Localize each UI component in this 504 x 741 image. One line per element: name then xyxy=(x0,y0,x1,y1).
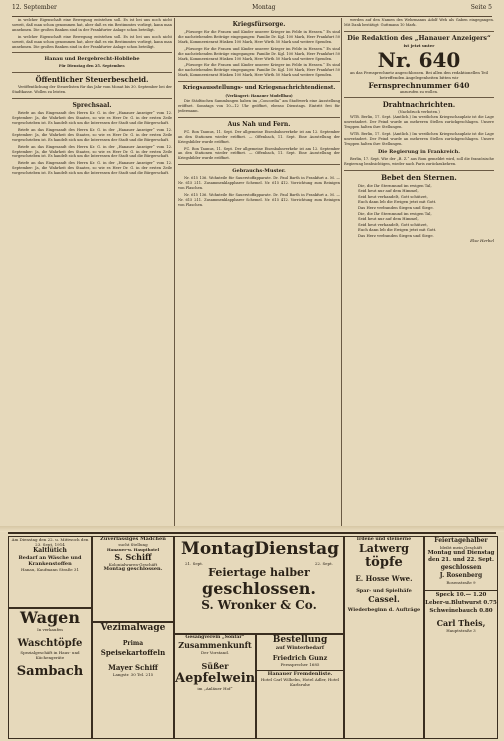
drahtnachrichten-text-cont: WTB. Berlin, 17. Sept. (Amtlich.) Im westlichen Kriegsschauplatz ist die Lage unverändert. Der Feind wurde an mehreren Stellen zurückgeschlagen. Unsere Truppen halten ihre Stellungen. xyxy=(344,132,494,146)
ad-hosse-auftraege: Wiederbeginn d. Aufträge xyxy=(347,607,421,613)
kriegsausstellung-heading: Kriegsausstellungs- und Kriegsnachrichtendienst. xyxy=(182,85,336,92)
ad-sambach-waschtoepfe: Waschtöpfe xyxy=(17,638,83,649)
redaktion-text: an das Fernsprechnetz angeschlossen. Bei allen den redaktionellen Teil betreffenden Angelegenheiten bitten wir xyxy=(350,69,488,80)
ad-schiff-hotel: Hanauer-u. Haupthotel xyxy=(106,547,160,552)
ad-wronker xyxy=(174,536,344,634)
ad-schiff xyxy=(92,536,174,622)
divider xyxy=(344,31,494,32)
advertisement-section xyxy=(8,532,496,739)
sprechsaal-text: Briefe an das Eingesandt des Herrn Kr. G. in der „Hanauer Anzeiger“ vom 12. September: Ja, die Wahrheit des Staates, so wie es Herr Dr. G. in der ersten Zeile vorgeschrieben ist. Es handelt sich um die Interessen der Stadt und die Bürgerschaft. xyxy=(12,111,172,125)
ad-aepfelwein-place: im „Anläuer Hof“ xyxy=(197,686,233,691)
divider xyxy=(12,72,172,73)
ad-hosse-cassel: Cassel. xyxy=(368,594,400,604)
ad-wronker-dienstag: Dienstag xyxy=(254,539,339,559)
ad-hosse-name: E. Hosse Wwe. xyxy=(355,574,413,583)
ad-dezimalwage: Vezimalwage xyxy=(100,623,166,633)
ad-theis-price3: Schweinebauch 0.80 xyxy=(429,608,493,614)
aus-nah-fern-heading: Aus Nah und Fern. xyxy=(227,120,291,128)
kriegsausstellung-sub: (Verlängert: Hanauer Modellbau) xyxy=(225,94,293,99)
ad-mayer-schiff xyxy=(92,622,174,739)
ad-waesche-title: Kaltlütich xyxy=(33,547,67,554)
ad-prima: Prima xyxy=(122,640,144,647)
ad-rosenberg-name: J. Rosenberg xyxy=(439,572,483,579)
ad-gesangverein-title: Gesangverein „Sonfar“ xyxy=(185,635,245,640)
section-subheading-date: Für Dienstag den 25. September. xyxy=(58,64,126,69)
ad-gunz xyxy=(256,634,344,739)
ad-gunz-sub: auf Winterbedarf xyxy=(275,645,325,651)
ad-rosenberg-address: Rosenstraße 9 xyxy=(446,580,476,585)
ad-schiff-title: Zuverlässiges Mädchen xyxy=(100,536,166,542)
ad-schiff-name: S. Schiff xyxy=(114,552,152,562)
ad-gunz-title: Bestellung xyxy=(272,635,328,645)
column-middle xyxy=(178,18,340,531)
ad-schiff-shop: Kolonialwaren-Geschäft xyxy=(108,562,158,567)
ad-theis-price1: Speck 10.— 1.20 xyxy=(425,590,497,599)
page-header xyxy=(12,4,492,17)
gebrauchsmuster-heading: Gebrauchs-Muster. xyxy=(232,168,286,175)
ad-sambach-name: Sambach xyxy=(16,664,84,679)
ad-suesser: Süßer xyxy=(201,661,229,671)
poem-title: Bebet den Sternen. xyxy=(381,172,457,182)
column-divider xyxy=(341,18,342,531)
column-divider xyxy=(174,18,175,531)
divider xyxy=(344,170,494,171)
aus-nah-fern-text-cont: FC. Bon Taunus, 11. Sept. Der allgemeine Eisenbahnverkehr ist am 12. September an den Stationen wieder eröffnet. — Offenbach, 11. Sept. Eine Ausstellung der Kriegsbilder wurde eröffnet. xyxy=(178,146,340,161)
drahtnachrichten-heading: Drahtnachrichten. xyxy=(382,100,456,110)
ad-gunz-name: Friedrich Gunz xyxy=(272,654,328,662)
steuer-text: Veröffentlichung der Steuerlisten für das Jahr vom Monat bis 30. September bei der Stadtkasse. Wollen zu leisten. xyxy=(12,85,172,95)
ad-wronker-days xyxy=(175,537,343,561)
ad-wronker-line1: Feiertage halber xyxy=(208,566,310,579)
kriegsfuersorge-heading: Kriegsfürsorge. xyxy=(232,21,286,28)
poem-text-cont: Die, die Ihr Sternmund im ewigen Tal, Seid heut nur auf dem Himmel, Seid heut verhandelt, Gott schützet, Euch dann leb die Ewigen jetzt mit Gott. Das Herz verbunden Siegen und Siege. xyxy=(358,210,437,238)
ad-theis-price2: Leber-u.Blutwurst 0.75 xyxy=(425,600,497,606)
ad-wronker-montag: Montag xyxy=(181,539,255,559)
header-date: 12. September xyxy=(12,4,57,11)
ad-mayer-name: Mayer Schiff xyxy=(108,663,158,672)
ad-theis-address: Hauptstraße 3 xyxy=(446,628,476,633)
kriegsausstellung-text: Die Städtischen Sammlungen haben im „Concordia“ am Stadtwerk eine Ausstellung eröffnet. Sonntags von 10—12 Uhr geöffnet, ebenso Dienstags. Eintritt frei für jedermann. xyxy=(178,99,340,113)
fernsprech-sub: anzurufen zu wollen. xyxy=(399,89,439,94)
ad-wronker-line2: geschlossen. xyxy=(202,579,316,598)
ad-mayer-address: Langstr. 30 Tel. 215 xyxy=(112,672,154,677)
poem-signature: Else Herbel xyxy=(470,237,494,243)
intro-article-cont: in welcher Eigenschaft eine Bewegung entstehen soll. Es ist bei uns noch nicht soweit, daß man schon genommen hat, aber daß es ein Bestimmtes vorliegt, kann man annehmen. Die großen Banken sind in der Frankfurter Anlage schon beteiligt. xyxy=(12,34,172,49)
kriegsfuersorge-text-cont: „Fürsorge für die Frauen und Kinder unserer Krieger im Felde in Hessen.“ Es sind die nachstehenden Beiträge eingegangen: Familie Dr. Kgl. 100 Mark, Herr Frankfurt 50 Mark, Kommerzienrat Hüsken 100 Mark, Herr Wirth 50 Mark und weitere Spenden. xyxy=(178,63,340,78)
steuer-heading: Öffentlicher Steuerbescheid. xyxy=(35,75,149,85)
header-day: Montag xyxy=(252,4,276,11)
poem-text: Die, die Ihr Sternmund im ewigen Tal, Seid heut nur auf dem Himmel, Seid heut verhandelt, Gott schützet, Euch dann leb die Ewigen jetzt mit Gott. Das Herz verbunden Siegen und Siege. xyxy=(358,182,437,210)
ad-theis-name: Carl Theis, xyxy=(436,618,486,628)
sprechsaal-text-cont: Briefe an das Eingesandt des Herrn Kr. G. in der „Hanauer Anzeiger“ vom 12. September: Ja, die Wahrheit des Staates, so wie es Herr Dr. G. in der ersten Zeile vorgeschrieben ist. Es handelt sich um die Interessen der Stadt und die Bürgerschaft. xyxy=(12,144,172,159)
ad-waesche xyxy=(8,536,92,608)
phone-number-large: Nr. 640 xyxy=(377,47,461,72)
ad-rosenberg-dates: den 21. und 22. Sept. xyxy=(428,557,494,563)
ad-hosse-pre: Irdene und steinerne xyxy=(356,537,412,542)
divider xyxy=(12,52,172,53)
ad-gesangverein-vorstand: Der Vorstand. xyxy=(200,650,230,655)
divider xyxy=(178,81,340,82)
ad-rosenberg-days: Montag und Dienstag xyxy=(427,550,495,556)
divider xyxy=(12,98,172,99)
ad-hosse-latwerg: Latwerg xyxy=(359,542,409,555)
drahtnachrichten-text: WTB. Berlin, 17. Sept. (Amtlich.) Im westlichen Kriegsschauplatz ist die Lage unverändert. Der Feind wurde an mehreren Stellen zurückgeschlagen. Unsere Truppen halten ihre Stellungen. xyxy=(344,115,494,130)
ad-rosenberg-line: bleibt mein Geschäft xyxy=(439,545,483,550)
ad-wronker-date1: 21. Sept. xyxy=(185,561,204,566)
ad-hosse-spar: Spar- und Spielhäfe xyxy=(356,588,412,594)
ad-hosse-toepfe: töpfe xyxy=(365,555,403,570)
ad-gunz-phone: Fernsprecher 1685 xyxy=(280,662,320,667)
sprechsaal-heading: Sprechsaal. xyxy=(72,102,112,110)
ad-sambach-line: In verkaufen xyxy=(37,627,63,632)
ad-speisekartoffeln: Speisekartoffeln xyxy=(100,648,166,657)
ad-aepfelwein: Aepfelwein xyxy=(175,671,256,686)
kriegsfuersorge-text: „Fürsorge für die Frauen und Kinder unserer Krieger im Felde in Hessen.“ Es sind die nachstehenden Beiträge eingegangen: Familie Dr. Kgl. 100 Mark, Herr Frankfurt 50 Mark, Kommerzienrat Hüsken 100 Mark, Herr Wirth 50 Mark und weitere Spenden. xyxy=(178,30,340,44)
ad-gesangverein xyxy=(174,634,256,739)
sprechsaal-text-cont: Briefe an das Eingesandt des Herrn Kr. G. in der „Hanauer Anzeiger“ vom 12. September: Ja, die Wahrheit des Staates, so wie es Herr Dr. G. in der ersten Zeile vorgeschrieben ist. Es handelt sich um die Interessen der Stadt und die Bürgerschaft. xyxy=(12,127,172,142)
regierung-heading: Die Regierung in Frankreich. xyxy=(377,148,461,155)
ad-waesche-address: Hanau, Kaufmann Straße 31 xyxy=(20,567,80,572)
kriegsfuersorge-text-cont: „Fürsorge für die Frauen und Kinder unserer Krieger im Felde in Hessen.“ Es sind die nachstehenden Beiträge eingegangen: Familie Dr. Kgl. 100 Mark, Herr Frankfurt 50 Mark, Kommerzienrat Hüsken 100 Mark, Herr Wirth 50 Mark und weitere Spenden. xyxy=(178,46,340,61)
divider xyxy=(178,117,340,118)
ad-wronker-company: S. Wronker & Co. xyxy=(201,598,317,612)
column-right xyxy=(344,18,494,531)
sprechsaal-text-cont: Briefe an das Eingesandt des Herrn Kr. G. in der „Hanauer Anzeiger“ vom 12. September: Ja, die Wahrheit des Staates, so wie es Herr Dr. G. in der ersten Zeile vorgeschrieben ist. Es handelt sich um die Interessen der Stadt und die Bürgerschaft. xyxy=(12,161,172,176)
ad-rosenberg-closed: geschlossen xyxy=(440,564,482,571)
ad-rosenberg xyxy=(424,536,498,739)
ad-waesche-line: Bedarf an Wäsche und Krankenstoffen xyxy=(18,555,82,567)
ad-schiff-line: sucht Stellung xyxy=(118,542,148,547)
ad-gesangverein-zusammenkunft: Zusammenkunft xyxy=(178,640,252,650)
regierung-text: Berlin, 17. Sept. Wie der „B. Z.“ aus Rom gemeldet wird, soll die französische Regierung beabsichtigen, wieder nach Paris zurückzukehren. xyxy=(344,156,494,166)
divider xyxy=(178,164,340,165)
section-subheading: Hanau und Bergebrecht-Hobliebe xyxy=(44,56,140,63)
ad-schiff-closed: Montag geschlossen. xyxy=(103,566,163,572)
ad-sambach-line2: Spezialgeschäft in Haus- und Küchengeräte xyxy=(20,650,80,660)
top-note: werden auf den Namen des Wehrmanns Adolf Weh als Gaben eingegangen. Mit Dank bestätigt: Guttmann 10 Mark. xyxy=(344,18,494,27)
intro-article: in welcher Eigenschaft eine Bewegung entstehen soll. Es ist bei uns noch nicht soweit, daß man schon genommen hat, aber daß es ein Bestimmtes vorliegt, kann man annehmen. Die großen Banken sind in der Frankfurter Anlage schon beteiligt. xyxy=(12,18,172,32)
divider xyxy=(344,97,494,98)
ad-fremdenliste-text: Hotel Carl Wilhelm, Hotel Adler, Hotel Karlsruhe xyxy=(260,677,340,687)
column-left xyxy=(12,18,172,531)
fernsprech-label: Fernsprechnummer 640 xyxy=(368,80,470,90)
ad-fremdenliste-title: Hanauer Fremdenliste. xyxy=(257,670,343,677)
ad-rosenberg-title: Feiertagehalber xyxy=(434,537,488,544)
ad-sambach xyxy=(8,608,92,739)
drahtnachrichten-sub: (Nachdruck verboten.) xyxy=(398,110,440,115)
aus-nah-fern-text: FC. Bon Taunus, 11. Sept. Der allgemeine Eisenbahnverkehr ist am 12. September an den Stationen wieder eröffnet. — Offenbach, 11. Sept. Eine Ausstellung der Kriegsbilder wurde eröffnet. xyxy=(178,129,340,144)
ad-hosse xyxy=(344,536,424,739)
ad-sambach-wagen: Wagen xyxy=(20,608,80,627)
ad-waesche-date: Am Dienstag den 22. u. Mittwoch den 23. Sept. 1914 xyxy=(11,537,89,547)
gebrauchsmuster-text-cont: Nr. 615 136. Wohnteile für Sauerstoffapparate. Dr. Paul Barth in Frankfurt a. M. — Nr. 615 211. Zusammenklappbarer Schemel. Nr. 615 412. Vorrichtung zum Reinigen von Flaschen. xyxy=(178,192,340,207)
header-page-number: Seite 5 xyxy=(470,4,492,11)
ad-wronker-date2: 22. Sept. xyxy=(314,561,333,566)
gebrauchsmuster-text: Nr. 615 136. Wohnteile für Sauerstoffapparate. Dr. Paul Barth in Frankfurt a. M. — Nr. 615 211. Zusammenklappbarer Schemel. Nr. 615 412. Vorrichtung zum Reinigen von Flaschen. xyxy=(178,176,340,191)
redaktion-heading: Die Redaktion des „Hanauer Anzeigers“ xyxy=(347,33,491,42)
redaktion-sub: ist jetzt unter xyxy=(403,42,435,48)
